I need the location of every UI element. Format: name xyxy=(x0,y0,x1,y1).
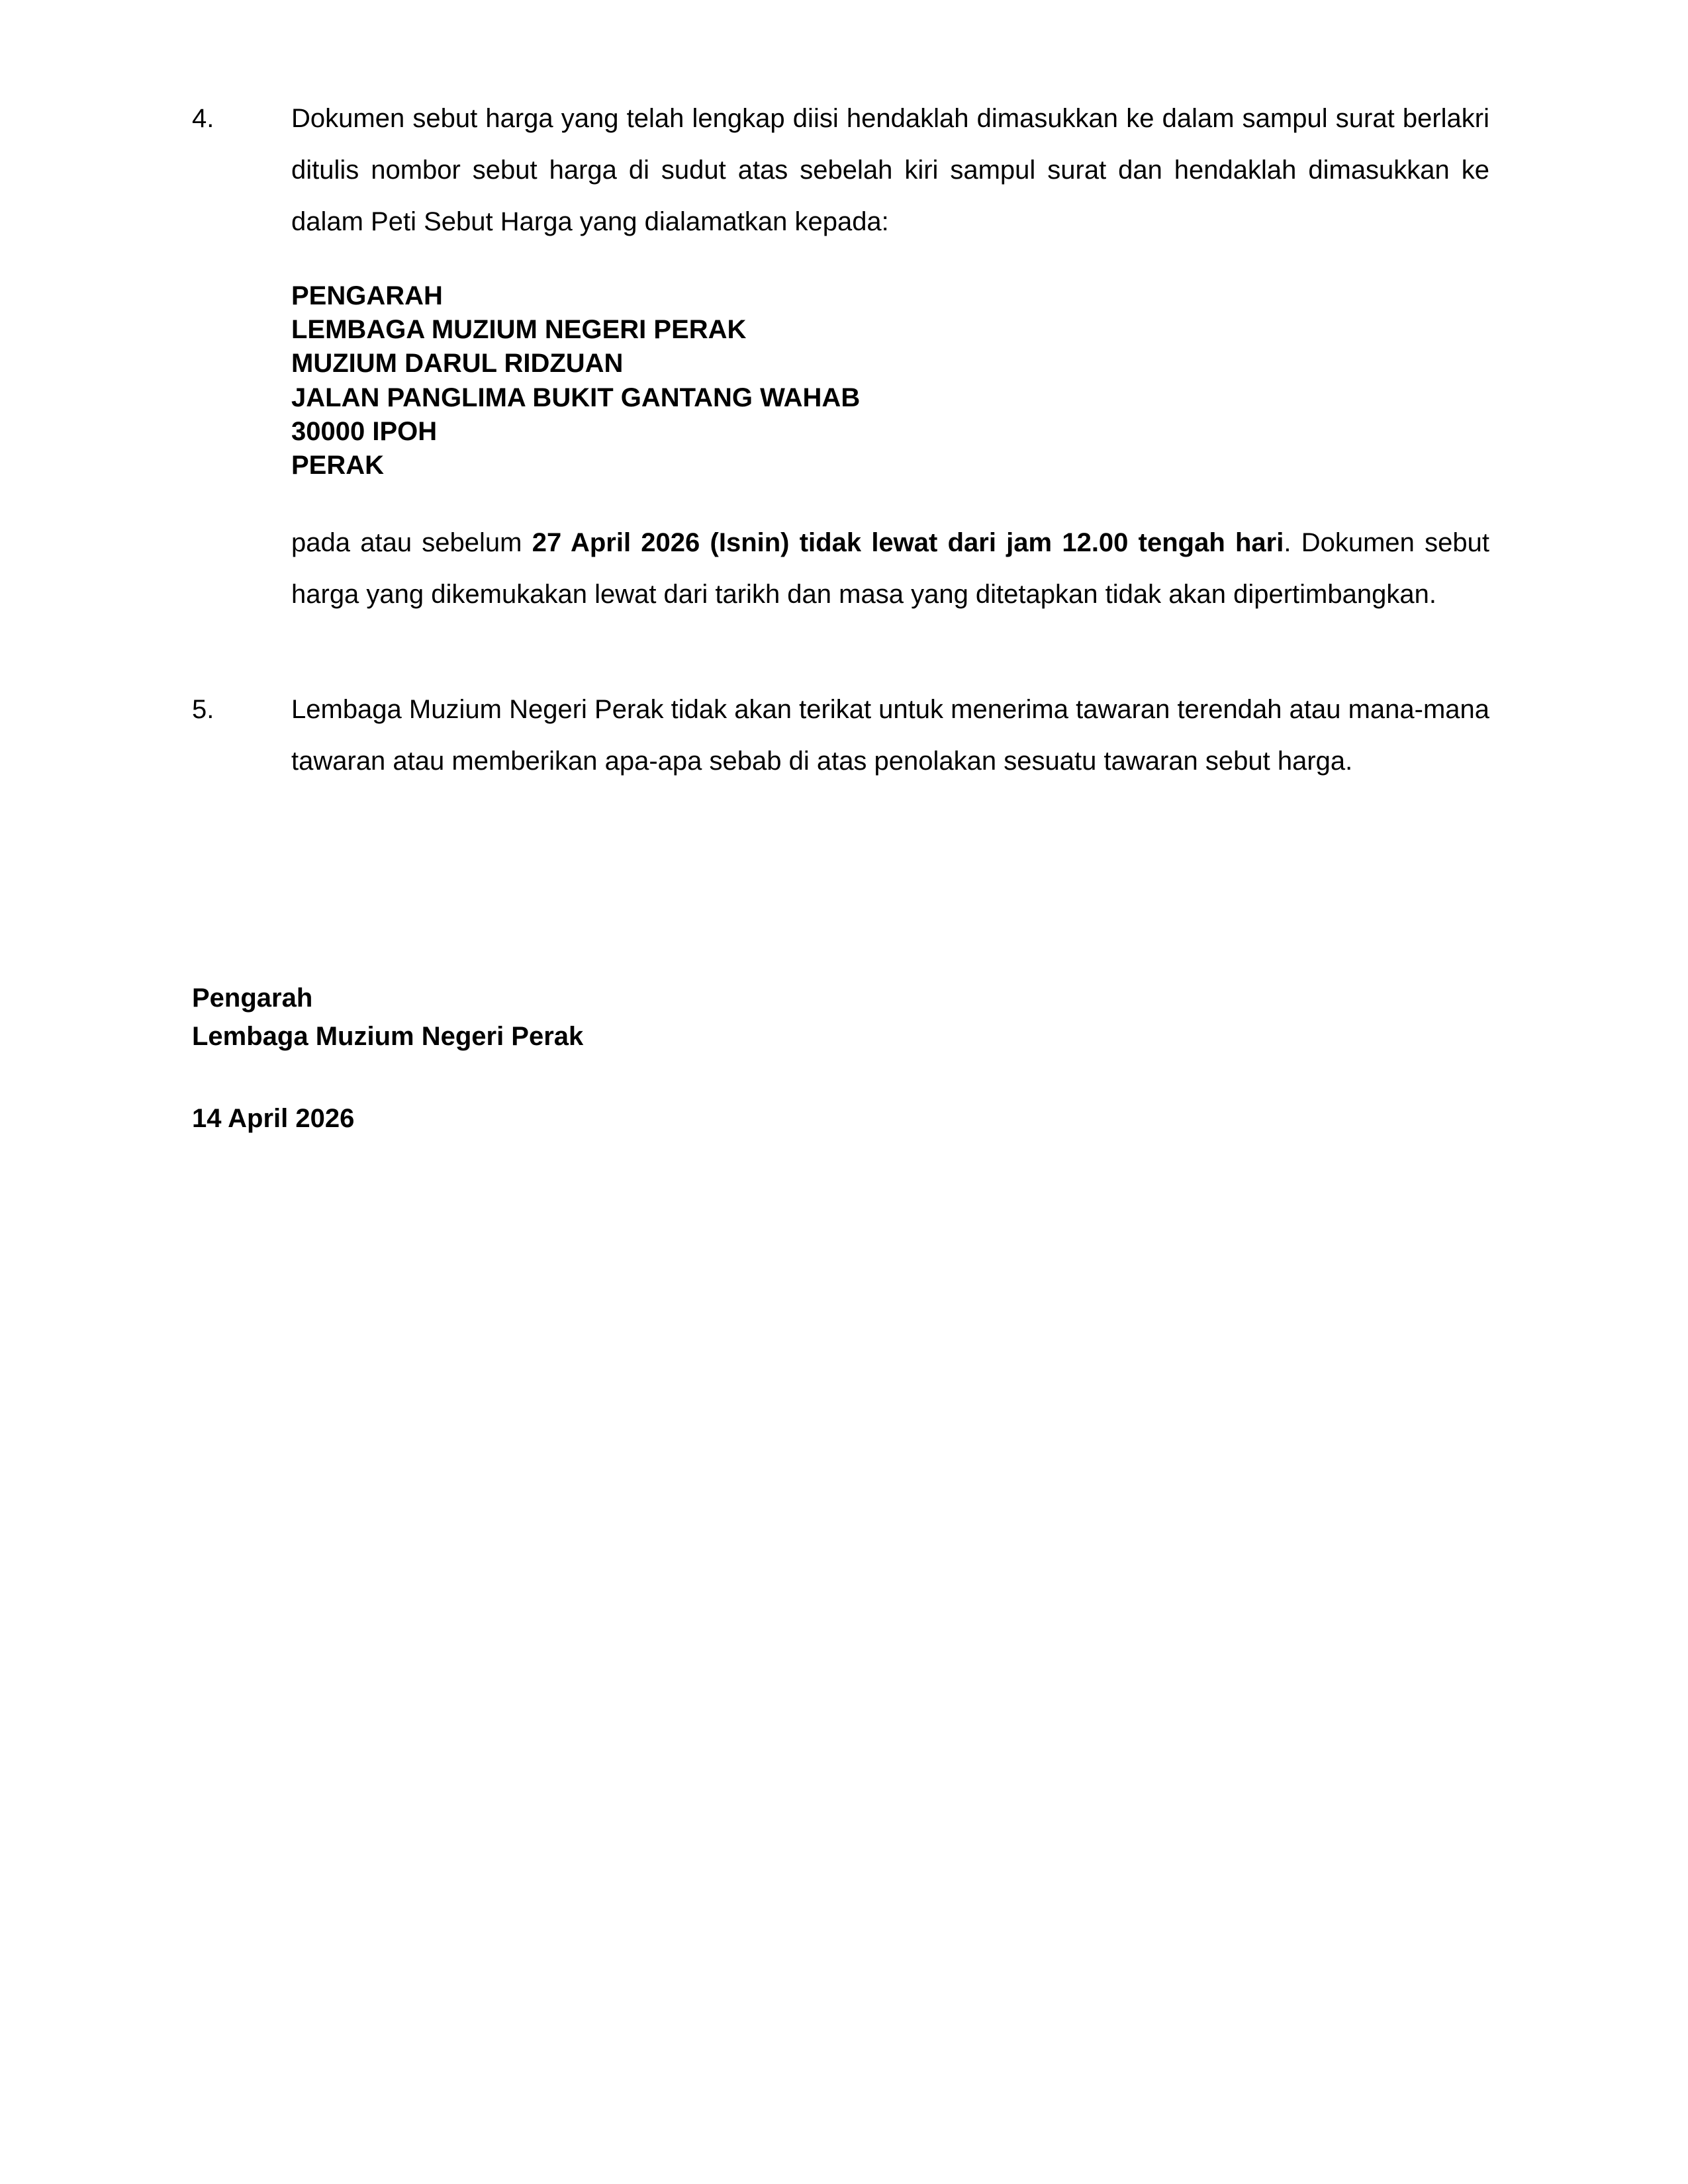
signatory-organisation: Lembaga Muzium Negeri Perak xyxy=(192,1022,584,1052)
deadline-paragraph xyxy=(291,517,1489,620)
address-line-2: LEMBAGA MUZIUM NEGERI PERAK xyxy=(291,315,747,345)
deadline-emphasis: 27 April 2026 (Isnin) tidak lewat dari jam 12.00 tengah hari xyxy=(532,528,1284,558)
clause-5-number: 5. xyxy=(192,695,214,725)
clause-4-text: Dokumen sebut harga yang telah lengkap diisi hendaklah dimasukkan ke dalam sampul surat berlakri ditulis nombor sebut harga di sudut atas sebelah kiri sampul surat dan hendaklah dimasukkan ke dalam Peti Sebut Harga yang dialamatkan kepada: xyxy=(291,104,1489,236)
recipient-address xyxy=(291,279,1489,482)
spacer-before-signature xyxy=(192,787,1489,979)
address-line-6: PERAK xyxy=(291,450,385,480)
signature-block xyxy=(192,979,1489,1056)
deadline-lead-text: pada atau sebelum xyxy=(291,528,532,558)
signatory-title: Pengarah xyxy=(192,983,313,1013)
deadline-tail-text: . Dokumen sebut harga yang dikemukakan lewat dari tarikh dan masa yang ditetapkan tidak akan dipertimbangkan. xyxy=(291,528,1489,610)
address-line-5: 30000 IPOH xyxy=(291,416,438,446)
address-line-1: PENGARAH xyxy=(291,281,443,310)
address-line-4: JALAN PANGLIMA BUKIT GANTANG WAHAB xyxy=(291,383,861,412)
signature-date: 14 April 2026 xyxy=(192,1104,355,1134)
address-line-3: MUZIUM DARUL RIDZUAN xyxy=(291,349,624,379)
document-body xyxy=(192,93,1489,1144)
clause-5 xyxy=(192,684,1489,787)
clause-5-text: Lembaga Muzium Negeri Perak tidak akan terikat untuk menerima tawaran terendah atau mana-mana tawaran atau memberikan apa-apa sebab di atas penolakan sesuatu tawaran sebut harga. xyxy=(291,695,1489,776)
address-block-wrapper xyxy=(291,279,1489,620)
spacer-between-clauses xyxy=(192,620,1489,684)
clause-4-number: 4. xyxy=(192,104,214,133)
clause-4 xyxy=(192,93,1489,248)
